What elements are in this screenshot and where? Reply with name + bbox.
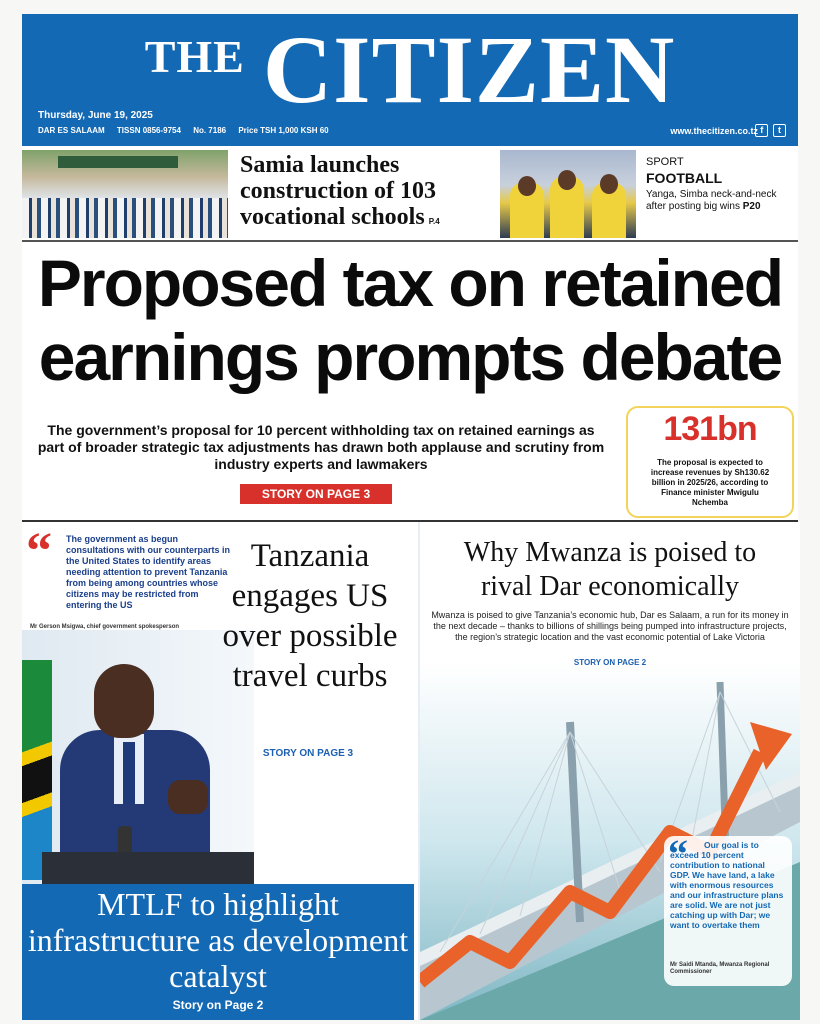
travel-curbs-headline[interactable]: Tanzania engages US over possible travel curbs bbox=[222, 538, 398, 694]
social-links bbox=[753, 124, 786, 137]
sport-description: Yanga, Simba neck-and-neck after posting big wins P20 bbox=[646, 189, 777, 212]
issue-number: No. 7186 bbox=[193, 126, 227, 135]
facebook-icon[interactable]: f bbox=[755, 124, 768, 137]
teaser-row bbox=[22, 150, 798, 242]
issue-price: Price TSH 1,000 KSH 60 bbox=[238, 126, 329, 135]
twitter-icon[interactable]: t bbox=[773, 124, 786, 137]
issue-issn: TISSN 0856-9754 bbox=[116, 126, 181, 135]
sport-teaser[interactable] bbox=[646, 156, 798, 213]
stat-value: 131bn bbox=[663, 410, 757, 448]
issue-date: Thursday, June 19, 2025 bbox=[38, 110, 153, 121]
lead-deck: The government’s proposal for 10 percent withholding tax on retained earnings as part of broader strategic tax adjustments has drawn both applause and scrutiny from industry experts and lawmakers bbox=[37, 422, 605, 472]
lead-story-link[interactable]: STORY ON PAGE 3 bbox=[240, 484, 392, 504]
football-players-photo bbox=[500, 150, 636, 238]
masthead-the: THE bbox=[144, 31, 245, 82]
quote-text: The government as begun consultations with our counterparts in the United States to identify areas needing attention to prevent Tanzania from being among countries whose citizens may be restricted from entering the US bbox=[66, 534, 231, 610]
mwanza-story bbox=[418, 522, 800, 1020]
lead-headline-line1: Proposed tax on retained bbox=[37, 246, 783, 320]
mwanza-headline[interactable] bbox=[420, 536, 800, 604]
stat-callout bbox=[626, 406, 794, 518]
stat-text: The proposal is expected to increase revenues by Sh130.62 billion in 2025/26, according to Finance minister Mwigulu Nchemba bbox=[650, 458, 770, 507]
sport-page: P20 bbox=[742, 201, 761, 212]
teaser-page: P.4 bbox=[428, 217, 440, 226]
mwanza-headline-line1: Why Mwanza is poised to bbox=[463, 537, 757, 568]
commissioner-quote-text: Our goal is to exceed 10 percent contribution to national GDP. We have land, a lake with enormous resources and our infrastructure plans are solid. We are not just catching up with Dar; we want to overtake them bbox=[670, 840, 784, 930]
commissioner-quote-caption: Mr Saidi Mtanda, Mwanza Regional Commissioner bbox=[670, 962, 770, 975]
travel-curbs-story-link[interactable]: STORY ON PAGE 3 bbox=[262, 748, 354, 759]
website-link[interactable]: www.thecitizen.co.tz bbox=[670, 126, 758, 136]
lead-headline-line2: earnings prompts debate bbox=[38, 320, 782, 394]
commissioner-quote bbox=[664, 831, 792, 986]
masthead-citizen: CITIZEN bbox=[262, 16, 676, 123]
newspaper-front-page bbox=[22, 14, 798, 1020]
masthead bbox=[22, 14, 798, 146]
spokesperson-quote bbox=[26, 523, 232, 636]
quote-mark-icon: “ bbox=[668, 831, 688, 876]
mtlf-headline[interactable]: MTLF to highlight infrastructure as development catalyst bbox=[27, 886, 409, 994]
vocational-school-photo bbox=[22, 150, 228, 238]
mtlf-story-link[interactable]: Story on Page 2 bbox=[172, 998, 264, 1012]
quote-caption: Mr Gerson Msigwa, chief government spokesperson bbox=[30, 624, 180, 630]
mwanza-story-link[interactable]: STORY ON PAGE 2 bbox=[573, 658, 647, 667]
lead-headline[interactable] bbox=[22, 246, 798, 394]
travel-curbs-story bbox=[22, 522, 414, 884]
sport-kicker: SPORT bbox=[646, 156, 684, 168]
tanzania-flag bbox=[22, 660, 52, 880]
sport-label: FOOTBALL bbox=[646, 170, 723, 186]
issue-city: DAR ES SALAAM bbox=[38, 126, 105, 135]
teaser-headline-text: Samia launches construction of 103 vocational schools bbox=[240, 152, 436, 230]
masthead-title bbox=[22, 16, 798, 123]
issue-meta bbox=[38, 126, 339, 135]
mtlf-story bbox=[22, 884, 414, 1020]
mwanza-deck: Mwanza is poised to give Tanzania’s economic hub, Dar es Salaam, a run for its money in the next decade – thanks to billions of shillings being pumped into infrastructure projects, the region’s strategic location and the vast economic potential of Lake Victoria bbox=[431, 610, 789, 642]
teaser-headline[interactable] bbox=[240, 152, 510, 235]
mwanza-headline-line2: rival Dar economically bbox=[480, 571, 740, 602]
quote-mark-icon: “ bbox=[26, 523, 52, 580]
